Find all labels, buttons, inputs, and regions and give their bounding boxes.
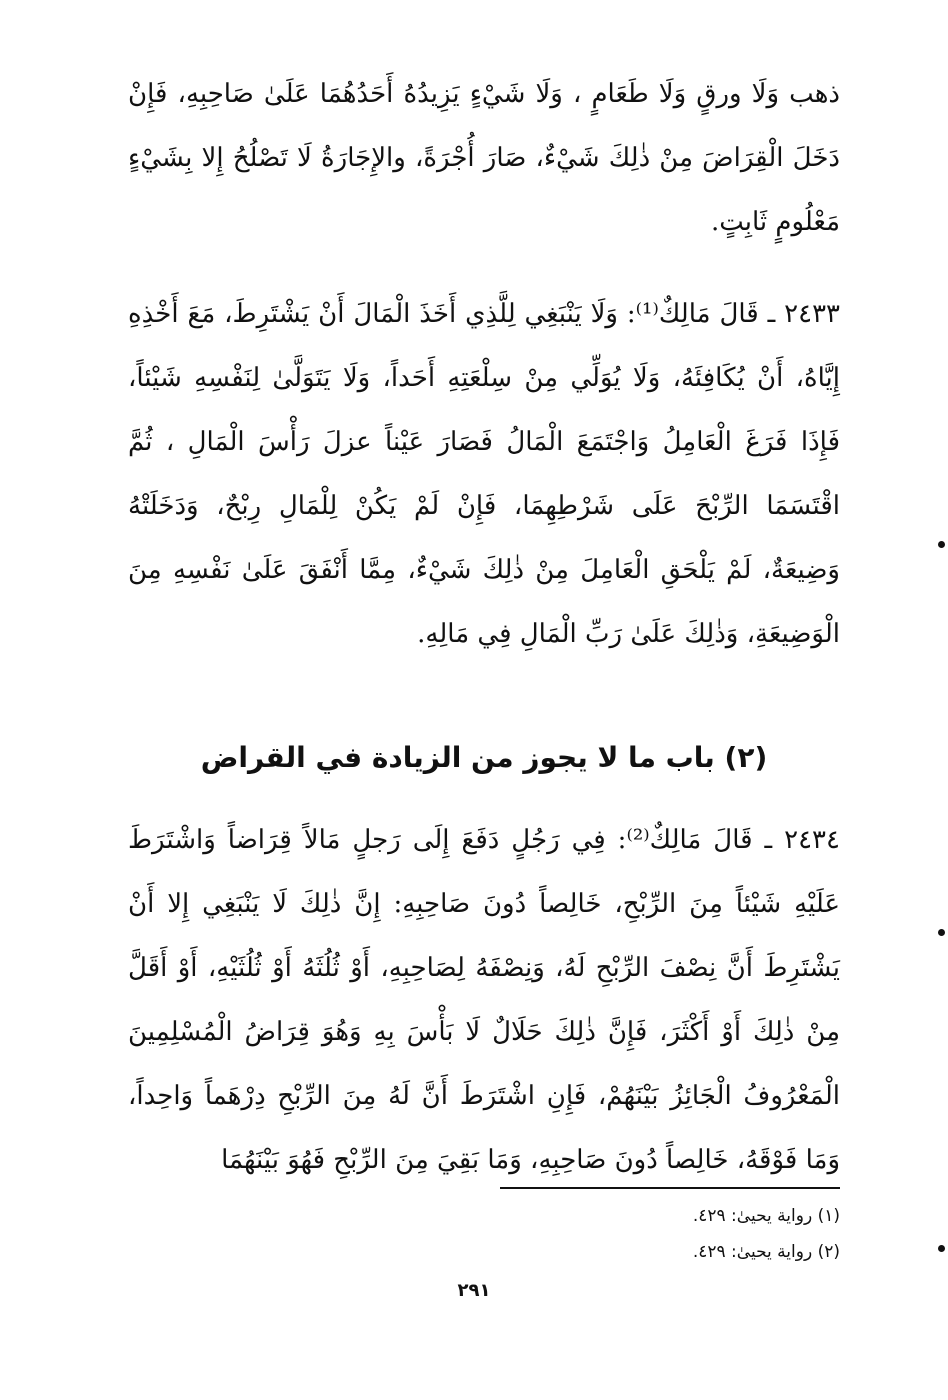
scan-mark [938, 929, 945, 936]
paragraph-continuation [128, 62, 840, 254]
footnotes [128, 1198, 840, 1270]
paragraph-text: ٢٤٣٣ ـ قَالَ مَالِكٌ⁽¹⁾: وَلَا يَنْبَغِي لِلَّذِي أَخَذَ الْمَالَ أَنْ يَشْتَرِطَ، مَعَ أَخْذِهِ إِيَّاهُ، أَنْ يُكَافِئَهُ، وَلَا يُوَلِّي مِنْ سِلْعَتِهِ أَحَداً، وَلَا يَتَوَلَّىٰ لِنَفْسِهِ شَيْئاً، فَإِذَا فَرَغَ الْعَامِلُ وَاجْتَمَعَ الْمَالُ فَصَارَ عَيْناً عزلَ رَأْسَ الْمَالِ ، ثُمَّ اقْتَسَمَا الرِّبْحَ عَلَى شَرْطِهِمَا، فَإِنْ لَمْ يَكُنْ لِلْمَالِ رِبْحٌ، وَدَخَلَتْهُ وَضِيعَةٌ، لَمْ يَلْحَقِ الْعَامِلَ مِنْ ذٰلِكَ شَيْءٌ، مِمَّا أَنْفَقَ عَلَىٰ نَفْسِهِ مِنَ الْوَضِيعَةِ، وَذٰلِكَ عَلَىٰ رَبِّ الْمَالِ فِي مَالِهِ. [128, 299, 840, 649]
scan-mark [938, 541, 945, 548]
footnote-2: (٢) رواية يحيىٰ: ٤٢٩. [692, 1242, 840, 1262]
footnote-divider [500, 1187, 840, 1189]
paragraph-2434 [128, 808, 840, 1192]
paragraph-text: ذهب وَلَا ورقٍ وَلَا طَعَامٍ ، وَلَا شَيْءٍ يَزِيدُهُ أَحَدُهُمَا عَلَىٰ صَاحِبِهِ، فَإِنْ دَخَلَ الْقِرَاضَ مِنْ ذٰلِكَ شَيْءٌ، صَارَ أُجْرَةً، والإِجَارَةُ لَا تَصْلُحُ إِلا بِشَيْءٍ مَعْلُومٍ ثَابِتٍ. [128, 79, 840, 237]
page-number: ٢٩١ [457, 1280, 491, 1301]
paragraph-2433 [128, 282, 840, 666]
chapter-heading: (٢) باب ما لا يجوز من الزيادة في القراض [200, 741, 768, 774]
scan-mark [938, 1245, 945, 1252]
footnote-1: (١) رواية يحيىٰ: ٤٢٩. [692, 1206, 840, 1226]
paragraph-text: ٢٤٣٤ ـ قَالَ مَالِكٌ⁽²⁾: فِي رَجُلٍ دَفَعَ إِلَى رَجلٍ مَالاً قِرَاضاً وَاشْتَرَطَ عَلَيْهِ شَيْئاً مِنَ الرِّبْحِ، خَالِصاً دُونَ صَاحِبِهِ: إِنَّ ذٰلِكَ لَا يَنْبَغِي إِلا أَنْ يَشْتَرِطَ أَنَّ نِصْفَ الرِّبْحِ لَهُ، وَنِصْفَهُ لِصَاحِبِهِ، أَوْ ثُلُثَهُ أَوْ ثُلُثَيْهِ، أَوْ أَقَلَّ مِنْ ذٰلِكَ أَوْ أَكْثَرَ، فَإِنَّ ذٰلِكَ حَلَالٌ لَا بَأْسَ بِهِ وَهُوَ قِرَاضُ الْمُسْلِمِينَ الْمَعْرُوفُ الْجَائِزُ بَيْنَهُمْ، فَإِنِ اشْتَرَطَ أَنَّ لَهُ مِنَ الرِّبْحِ دِرْهَماً وَاحِداً، وَمَا فَوْقَهُ، خَالِصاً دُونَ صَاحِبِهِ، وَمَا بَقِيَ مِنَ الرِّبْحِ فَهُوَ بَيْنَهُمَا [128, 825, 840, 1175]
